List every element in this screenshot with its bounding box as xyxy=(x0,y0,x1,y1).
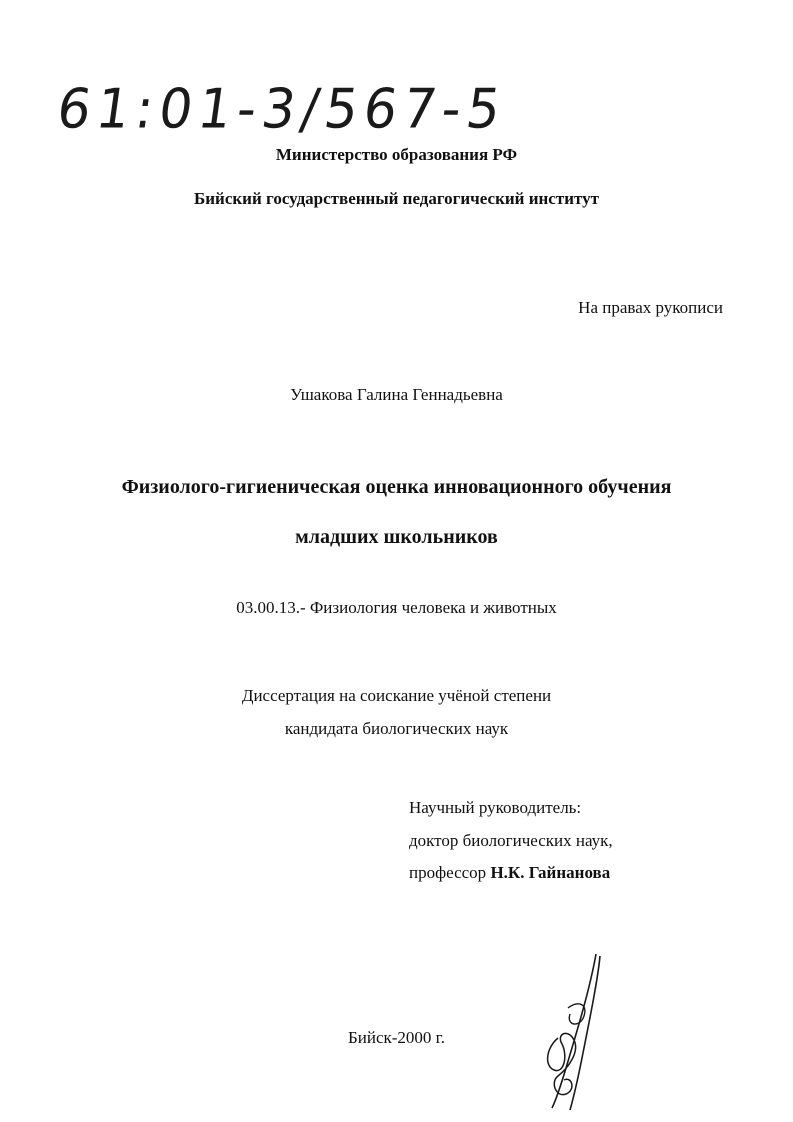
signature-stroke xyxy=(552,954,596,1108)
supervisor-line xyxy=(409,863,610,883)
handwritten-signature xyxy=(538,948,628,1118)
manuscript-note: На правах рукописи xyxy=(578,298,723,317)
supervisor-title: профессор xyxy=(409,863,487,882)
handwritten-catalog-code: 61:01-3/567-5 xyxy=(53,78,511,141)
degree-line2: кандидата биологических наук xyxy=(284,719,509,738)
dissertation-title-line2: младших школьников xyxy=(295,526,498,548)
ministry-name: Министерство образования РФ xyxy=(275,145,518,164)
place-year: Бийск-2000 г. xyxy=(348,1028,445,1047)
dissertation-title-line1: Физиолого-гигиеническая оценка инновационного обучения xyxy=(121,476,672,498)
degree-line1: Диссертация на соискание учёной степени xyxy=(241,686,552,705)
supervisor-name: Н.К. Гайнанова xyxy=(490,863,611,882)
supervisor-degree: доктор биологических наук, xyxy=(409,831,613,850)
signature-stroke xyxy=(570,956,600,1110)
supervisor-label: Научный руководитель: xyxy=(409,798,582,817)
institute-name: Бийский государственный педагогический институт xyxy=(194,189,599,208)
signature-stroke xyxy=(548,1033,576,1094)
author-name: Ушакова Галина Геннадьевна xyxy=(290,385,503,404)
specialty-code: 03.00.13.- Физиология человека и животных xyxy=(236,598,557,617)
